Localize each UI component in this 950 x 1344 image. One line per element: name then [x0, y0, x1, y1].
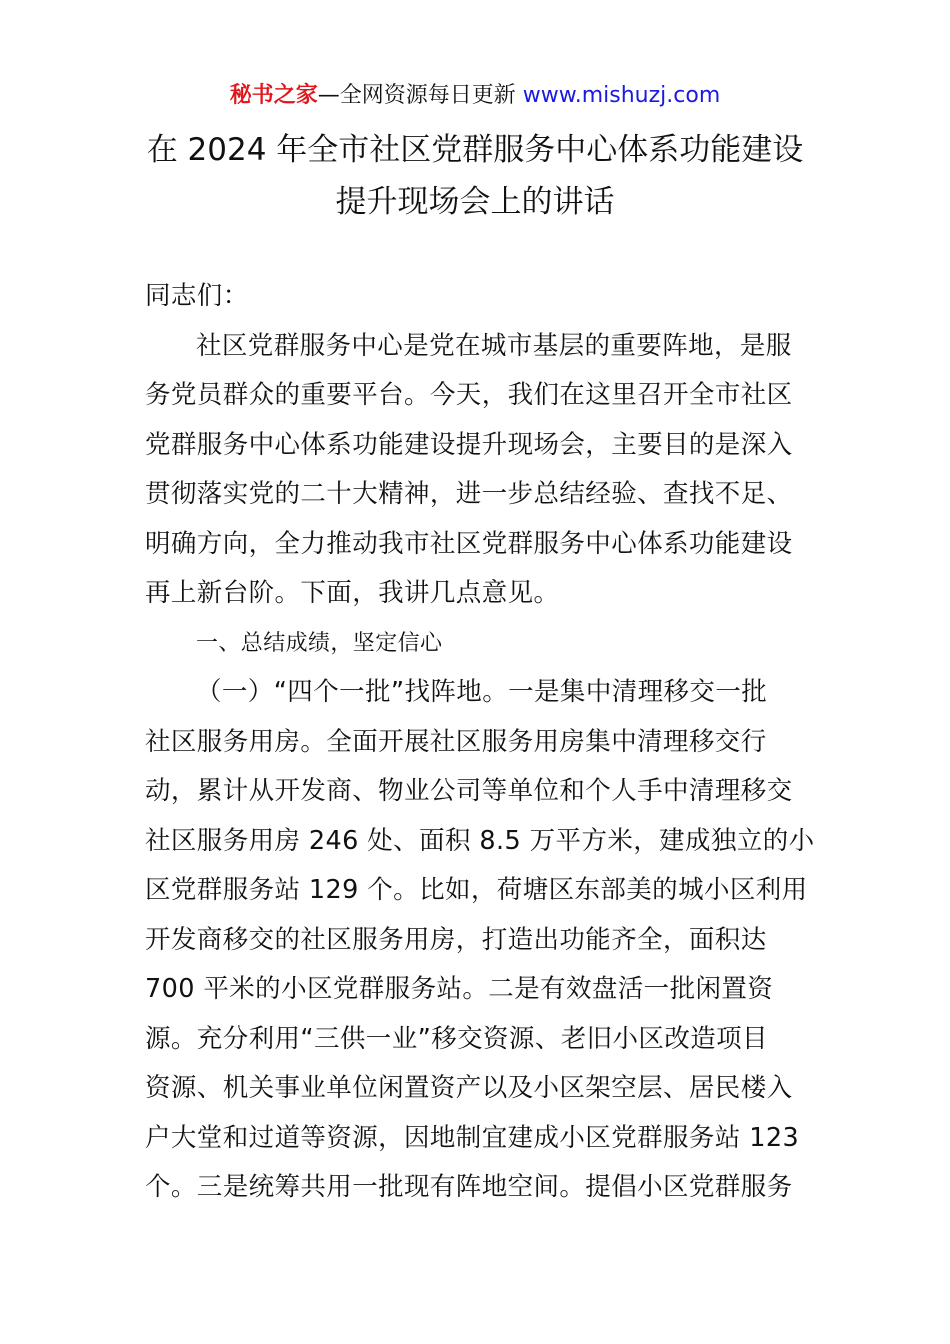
paragraph-line: 社区服务用房 246 处、面积 8.5 万平方米，建成独立的小: [145, 825, 815, 856]
paragraph-line: 户大堂和过道等资源，因地制宜建成小区党群服务站 123: [145, 1122, 800, 1153]
paragraph-line: 资源、机关事业单位闲置资产以及小区架空层、居民楼入: [145, 1073, 793, 1103]
paragraph-line: 社区党群服务中心是党在城市基层的重要阵地，是服: [196, 330, 792, 361]
paragraph-line: 源。充分利用“三供一业”移交资源、老旧小区改造项目: [145, 1023, 768, 1054]
title-line-2: 提升现场会上的讲话: [335, 184, 615, 220]
paragraph-line: 个。三是统筹共用一批现有阵地空间。提倡小区党群服务: [145, 1172, 793, 1202]
document-title: [0, 124, 950, 228]
paragraph-line: 贯彻落实党的二十大精神，进一步总结经验、查找不足、: [145, 479, 793, 509]
salutation: 同志们：: [145, 281, 249, 311]
paragraph-line: 再上新台阶。下面，我讲几点意见。: [145, 578, 560, 608]
paragraph-line: 党群服务中心体系功能建设提升现场会，主要目的是深入: [145, 429, 793, 460]
site-url-link[interactable]: www.mishuzj.com: [522, 83, 721, 108]
site-banner: [0, 80, 950, 112]
site-tagline: —全网资源每日更新: [317, 83, 516, 108]
paragraph-line: 动，累计从开发商、物业公司等单位和个人手中清理移交: [145, 776, 793, 806]
title-line-1: 在 2024 年全市社区党群服务中心体系功能建设: [146, 132, 804, 168]
paragraph-line: 区党群服务站 129 个。比如，荷塘区东部美的城小区利用: [145, 875, 808, 905]
paragraph-line: 务党员群众的重要平台。今天，我们在这里召开全市社区: [145, 380, 793, 410]
paragraph-line: 社区服务用房。全面开展社区服务用房集中清理移交行: [145, 726, 767, 757]
paragraph-line: 700 平米的小区党群服务站。二是有效盘活一批闲置资: [145, 974, 774, 1004]
site-brand: 秘书之家: [229, 83, 318, 108]
paragraph-line: 开发商移交的社区服务用房，打造出功能齐全，面积达: [145, 924, 767, 955]
document-body: [145, 272, 815, 1213]
section-heading: 一、总结成绩，坚定信心: [196, 630, 443, 656]
paragraph-line: （一）“四个一批”找阵地。一是集中清理移交一批: [196, 677, 768, 707]
paragraph-line: 明确方向，全力推动我市社区党群服务中心体系功能建设: [145, 528, 793, 559]
